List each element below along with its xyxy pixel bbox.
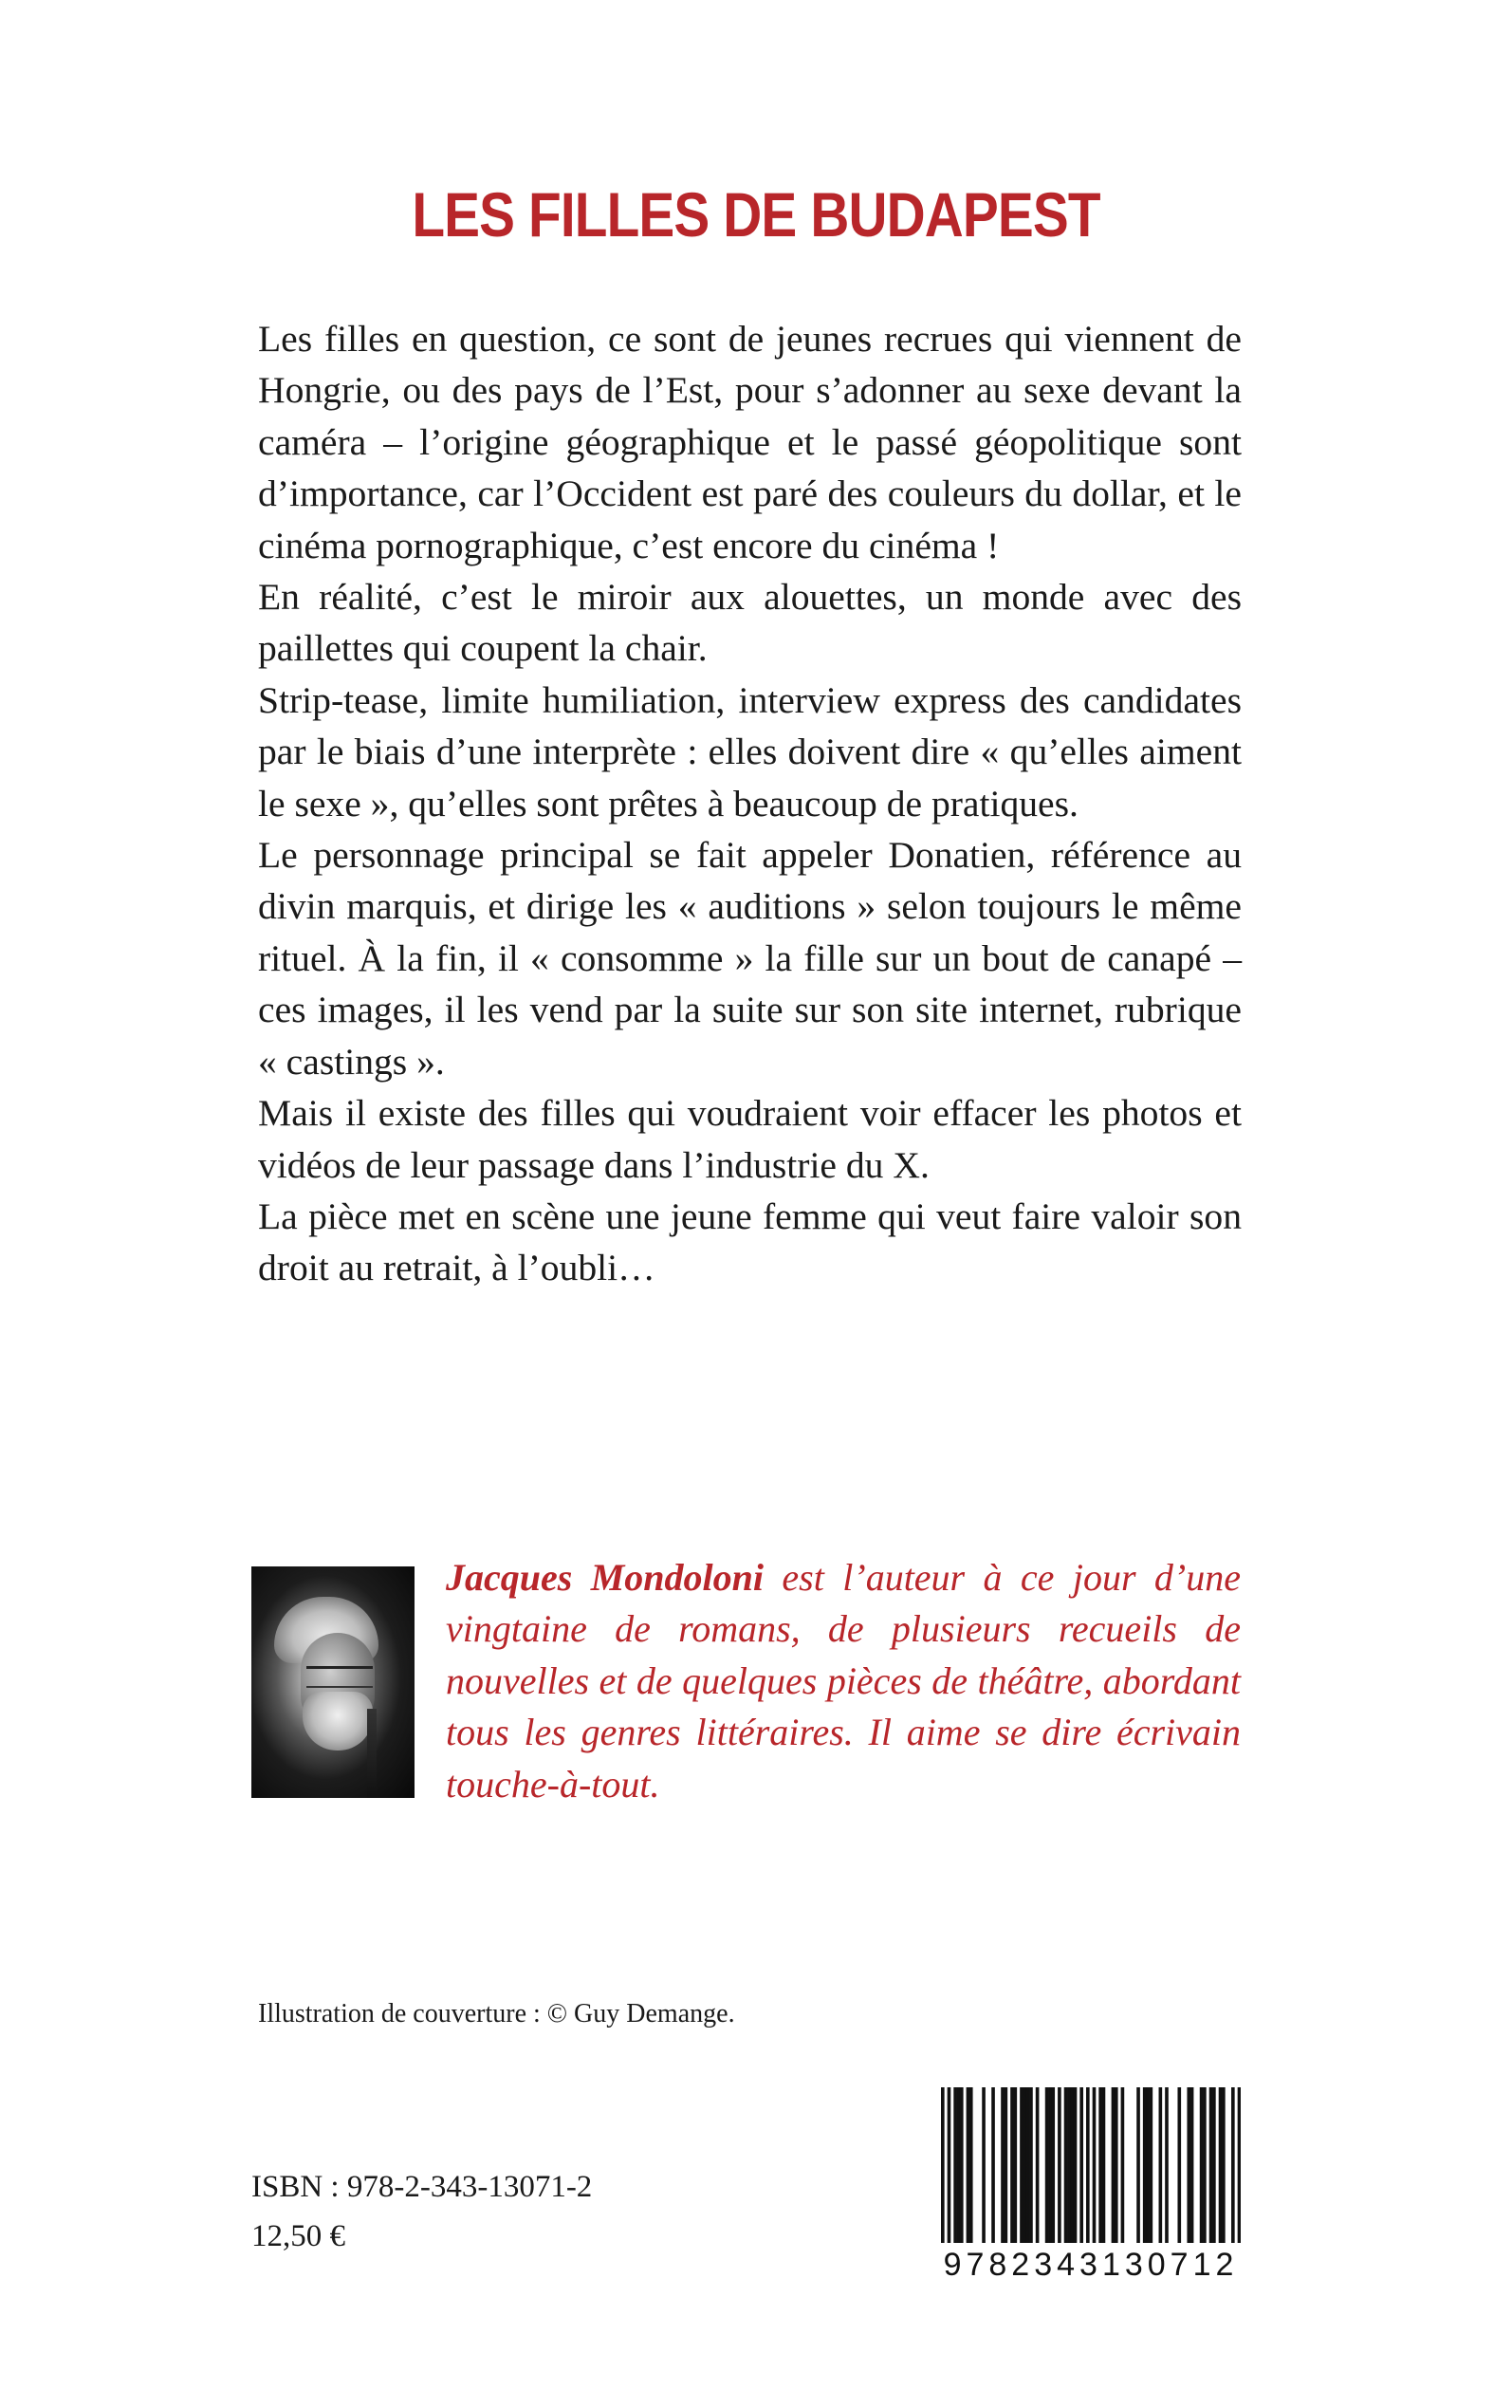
- barcode-bar: [1010, 2087, 1014, 2249]
- barcode-bar: [1064, 2087, 1068, 2249]
- author-name: Jacques Mondoloni: [446, 1556, 765, 1599]
- barcode-digits: 9782343130712: [941, 2243, 1241, 2287]
- barcode-bar: [991, 2087, 995, 2249]
- barcode-bar: [941, 2087, 945, 2249]
- cover-illustration-credit: Illustration de couverture : © Guy Demange.: [258, 1999, 735, 2028]
- barcode-bar: [1165, 2087, 1169, 2249]
- author-bio: [446, 1552, 1241, 1810]
- barcode-bar: [1098, 2087, 1102, 2249]
- blurb-paragraph: Strip-tease, limite humiliation, interview express des candidates par le biais d’une interprète : elles doivent dire « qu’elles aiment le sexe », qu’elles sont prêtes à beaucoup de pratiques.: [258, 678, 1242, 824]
- barcode-bar: [948, 2087, 951, 2249]
- barcode-bar: [1070, 2087, 1074, 2249]
- barcode-bar: [1222, 2087, 1226, 2249]
- author-bio-text: est l’auteur à ce jour d’une vingtaine de romans, de plusieurs recueils de nouvelles et de quelques pièces de théâtre, abordant tous les genres littéraires. Il aime se dire écrivain touche-à-tout.: [446, 1556, 1242, 1806]
- barcode-bar: [1026, 2087, 1030, 2249]
- barcode-bar: [1045, 2087, 1049, 2249]
- barcode-bar: [969, 2087, 973, 2249]
- barcode-bar: [1093, 2087, 1097, 2249]
- barcode-bar: [967, 2087, 970, 2249]
- barcode-bar: [982, 2087, 986, 2249]
- author-photo: [251, 1566, 415, 1798]
- barcode-bar: [1159, 2087, 1163, 2249]
- barcode-bars: [941, 2087, 1241, 2249]
- barcode-bar: [960, 2087, 964, 2249]
- isbn: ISBN : 978-2-343-13071-2: [251, 2170, 593, 2204]
- barcode-bar: [1058, 2087, 1061, 2249]
- barcode-bar: [1079, 2087, 1083, 2249]
- barcode-bar: [1212, 2087, 1216, 2249]
- barcode-bar: [1121, 2087, 1125, 2249]
- barcode-bar: [1051, 2087, 1055, 2249]
- barcode-bar: [1005, 2087, 1008, 2249]
- barcode-bar: [1238, 2087, 1241, 2249]
- barcode-bar: [1102, 2087, 1106, 2249]
- barcode-bar: [1001, 2087, 1005, 2249]
- isbn-barcode: [941, 2087, 1241, 2287]
- barcode-bar: [1112, 2087, 1116, 2249]
- barcode-bar: [1014, 2087, 1018, 2249]
- barcode-bar: [1067, 2087, 1071, 2249]
- barcode-bar: [1187, 2087, 1190, 2249]
- barcode-bar: [1190, 2087, 1194, 2249]
- barcode-bar: [1086, 2087, 1090, 2249]
- blurb-paragraph: Les filles en question, ce sont de jeunes recrues qui viennent de Hongrie, ou des pays de l’Est, pour s’adonner au sexe devant la caméra – l’origine géographique et le passé géopolitique sont d’importance, car l’Occident est paré des couleurs du dollar, et le cinéma pornographique, c’est encore du cinéma !: [258, 318, 1242, 566]
- barcode-bar: [1036, 2087, 1040, 2249]
- blurb-paragraph: Le personnage principal se fait appeler Donatien, référence au divin marquis, et dirige les « auditions » selon toujours le même rituel. À la fin, il « consomme » la fille sur un bout de canapé – ces images, il les vend par la suite sur son site internet, rubrique « castings ».: [258, 834, 1242, 1083]
- book-title: LES FILLES DE BUDAPEST: [412, 179, 1100, 250]
- barcode-bar: [1150, 2087, 1153, 2249]
- barcode-bar: [1200, 2087, 1204, 2249]
- barcode-bar: [953, 2087, 957, 2249]
- barcode-bar: [1209, 2087, 1213, 2249]
- barcode-bar: [1074, 2087, 1078, 2249]
- barcode-bar: [957, 2087, 961, 2249]
- barcode-bar: [1115, 2087, 1118, 2249]
- barcode-bar: [1048, 2087, 1052, 2249]
- price: 12,50 €: [251, 2219, 345, 2253]
- barcode-bar: [1231, 2087, 1235, 2249]
- barcode-bar: [1143, 2087, 1147, 2249]
- blurb-paragraph: La pièce met en scène une jeune femme qui veut faire valoir son droit au retrait, à l’oubli…: [258, 1195, 1242, 1289]
- blurb-paragraph: En réalité, c’est le miroir aux alouettes, un monde avec des paillettes qui coupent la chair.: [258, 576, 1242, 670]
- barcode-bar: [1136, 2087, 1140, 2249]
- barcode-bar: [1020, 2087, 1023, 2249]
- barcode-bar: [1203, 2087, 1207, 2249]
- barcode-bar: [1146, 2087, 1150, 2249]
- back-cover-blurb: [258, 313, 1242, 1294]
- barcode-bar: [1219, 2087, 1223, 2249]
- barcode-bar: [1023, 2087, 1026, 2249]
- blurb-paragraph: Mais il existe des filles qui voudraient voir effacer les photos et vidéos de leur passage dans l’industrie du X.: [258, 1092, 1242, 1186]
- barcode-bar: [1029, 2087, 1033, 2249]
- barcode-bar: [1177, 2087, 1181, 2249]
